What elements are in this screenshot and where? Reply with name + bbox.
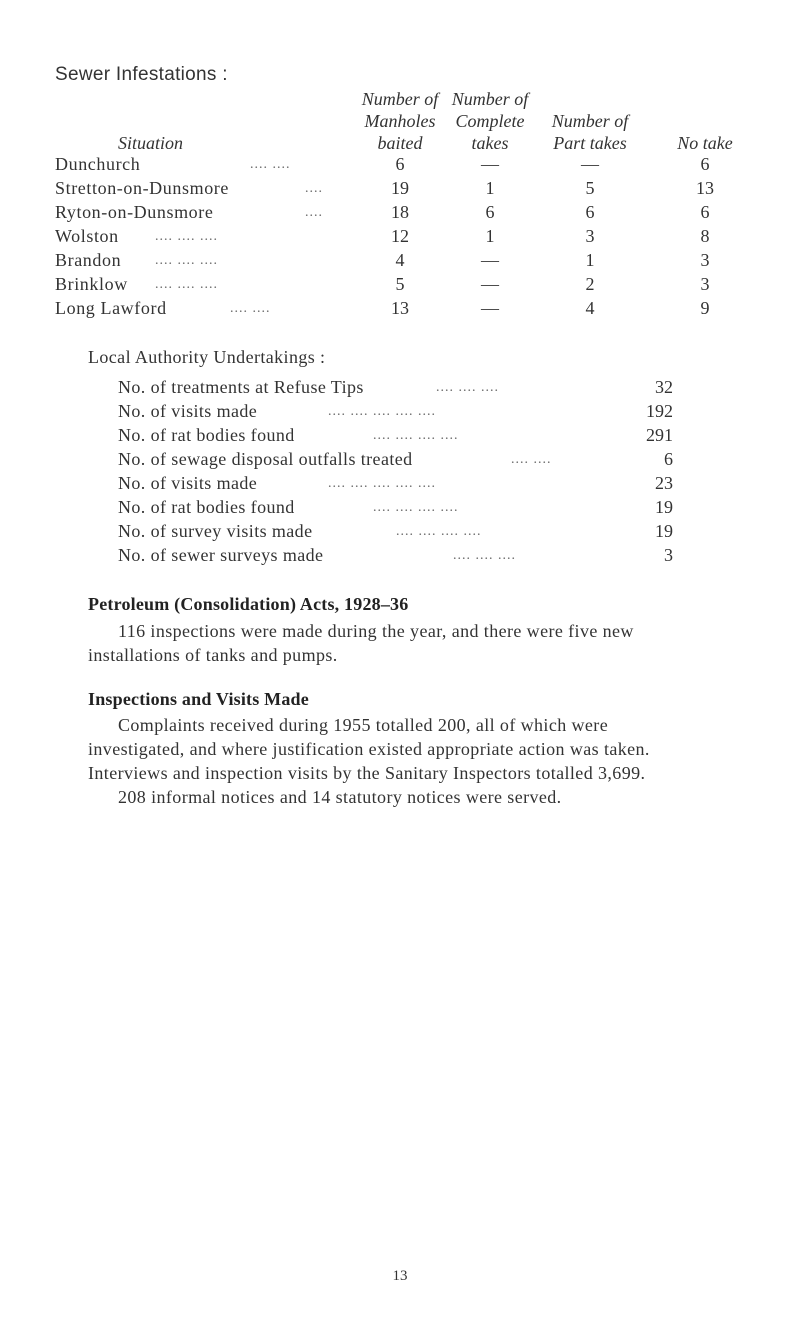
item-label: No. of treatments at Refuse Tips <box>118 377 364 397</box>
leader-dots: .... .... .... <box>453 548 516 563</box>
petroleum-text-line-1: 116 inspections were made during the year, and there were five new <box>118 621 634 641</box>
item-value: 19 <box>655 521 673 541</box>
inspections-text-line-4: 208 informal notices and 14 statutory notices were served. <box>118 787 562 807</box>
no-take-cell: 6 <box>700 202 710 222</box>
manholes-cell: 13 <box>391 298 409 318</box>
table-row <box>55 202 765 226</box>
leader-dots: .... .... <box>230 301 271 316</box>
no-take-cell: 3 <box>700 250 710 270</box>
no-take-cell: 13 <box>696 178 714 198</box>
inspections-text-line-3: Interviews and inspection visits by the Sanitary Inspectors totalled 3,699. <box>88 763 646 783</box>
item-label: No. of sewer surveys made <box>118 545 324 565</box>
item-label: No. of survey visits made <box>118 521 313 541</box>
item-value: 192 <box>646 401 673 421</box>
manholes-cell: 12 <box>391 226 409 246</box>
complete-cell: — <box>481 274 499 294</box>
situation-cell: Stretton-on-Dunsmore <box>55 178 229 198</box>
sewer-infestations-heading: Sewer Infestations : <box>55 64 228 85</box>
situation-cell: Dunchurch <box>55 154 141 174</box>
leader-dots: .... .... .... <box>155 229 218 244</box>
list-item <box>118 497 688 521</box>
table-row <box>55 250 765 274</box>
part-takes-header: Number of Part takes <box>551 111 629 153</box>
list-item <box>118 377 688 401</box>
list-item <box>118 545 688 569</box>
no-take-cell: 6 <box>700 154 710 174</box>
item-value: 3 <box>664 545 673 565</box>
manholes-header: Number of Manholes baited <box>361 89 439 153</box>
item-value: 23 <box>655 473 673 493</box>
item-value: 19 <box>655 497 673 517</box>
inspections-text-line-2: investigated, and where justification existed appropriate action was taken. <box>88 739 650 759</box>
situation-cell: Long Lawford <box>55 298 167 318</box>
inspections-text-line-1: Complaints received during 1955 totalled 200, all of which were <box>118 715 609 735</box>
no-take-cell: 9 <box>700 298 710 318</box>
complete-takes-header: Number of Complete takes <box>451 89 529 153</box>
page-number: 13 <box>392 1268 408 1284</box>
part-cell: 5 <box>585 178 595 198</box>
situation-cell: Brandon <box>55 250 122 270</box>
table-row <box>55 298 765 322</box>
leader-dots: .... .... <box>250 157 291 172</box>
item-label: No. of rat bodies found <box>118 425 295 445</box>
leader-dots: .... .... .... .... <box>373 500 459 515</box>
list-item <box>118 473 688 497</box>
complete-cell: — <box>481 250 499 270</box>
leader-dots: .... .... .... <box>155 253 218 268</box>
list-item <box>118 449 688 473</box>
leader-dots: .... .... .... .... <box>396 524 482 539</box>
item-value: 32 <box>655 377 673 397</box>
inspections-heading: Inspections and Visits Made <box>88 689 309 709</box>
manholes-cell: 4 <box>395 250 405 270</box>
no-take-cell: 8 <box>700 226 710 246</box>
list-item <box>118 401 688 425</box>
situation-cell: Ryton-on-Dunsmore <box>55 202 214 222</box>
situation-cell: Brinklow <box>55 274 128 294</box>
leader-dots: .... .... .... <box>436 380 499 395</box>
petroleum-heading: Petroleum (Consolidation) Acts, 1928–36 <box>88 594 409 614</box>
item-label: No. of visits made <box>118 401 258 421</box>
leader-dots: .... <box>305 205 323 220</box>
no-take-header: No take <box>677 133 733 153</box>
manholes-cell: 5 <box>395 274 405 294</box>
complete-cell: 1 <box>485 178 495 198</box>
list-item <box>118 521 688 545</box>
item-value: 291 <box>646 425 673 445</box>
item-label: No. of visits made <box>118 473 258 493</box>
item-label: No. of rat bodies found <box>118 497 295 517</box>
leader-dots: .... .... .... .... <box>373 428 459 443</box>
table-row <box>55 154 765 178</box>
leader-dots: .... .... .... .... .... <box>328 476 436 491</box>
local-authority-heading: Local Authority Undertakings : <box>88 347 326 367</box>
table-row <box>55 226 765 250</box>
part-cell: 6 <box>585 202 595 222</box>
complete-cell: 6 <box>485 202 495 222</box>
leader-dots: .... .... .... <box>155 277 218 292</box>
part-cell: — <box>581 154 599 174</box>
table-row <box>55 274 765 298</box>
leader-dots: .... .... .... .... .... <box>328 404 436 419</box>
petroleum-text-line-2: installations of tanks and pumps. <box>88 645 338 665</box>
document-page: Sewer Infestations : Situation Number of Manholes baited Number of Complete takes Number of Part takes No take Dunchurch .... .... 6 — — 6 Stretton-on-Dunsmore .... 19 1 5 13 Ryton-on-Dunsmore .... 18 6 6 6 Wolston .... .... .... 12 1 3 8 Brandon .... .... .... 4 — 1 3 Brinklow .... .... .... 5 — 2 3 Long Lawford .... .... 13 — 4 9 Local Authority Undertakings : No. of treatments at Refuse Tips .... .... .... 32 No. of visits made .... .... .... .... .... 192 No. of rat bodies found .... .... .... .... 291 No. of sewage disposal outfalls treated .... .... 6 No. of visits made .... .... .... .... .... 23 No. of rat bodies found .... .... .... .... 19 No. of survey visits made .... .... .... .... 19 No. of sewer surveys made .... .... .... 3 Petroleum (Consolidation) Acts, 1928–36 116 inspections were made during the year, and there were five new installations of tanks and pumps. Inspections and Visits Made Complaints received during 1955 totalled 200, all of which were investigated, and where justification existed appropriate action was taken. Interviews and inspection visits by the Sanitary Inspectors totalled 3,699. 208 informal notices and 14 statutory notices were served. 13 <box>0 0 800 1322</box>
item-label: No. of sewage disposal outfalls treated <box>118 449 413 469</box>
no-take-cell: 3 <box>700 274 710 294</box>
table-row <box>55 178 765 202</box>
list-item <box>118 425 688 449</box>
part-cell: 3 <box>585 226 595 246</box>
part-cell: 2 <box>585 274 595 294</box>
part-cell: 1 <box>585 250 595 270</box>
part-cell: 4 <box>585 298 595 318</box>
manholes-cell: 18 <box>391 202 409 222</box>
situation-cell: Wolston <box>55 226 119 246</box>
item-value: 6 <box>664 449 673 469</box>
complete-cell: 1 <box>485 226 495 246</box>
leader-dots: .... <box>305 181 323 196</box>
manholes-cell: 19 <box>391 178 409 198</box>
manholes-cell: 6 <box>395 154 405 174</box>
complete-cell: — <box>481 298 499 318</box>
leader-dots: .... .... <box>511 452 552 467</box>
complete-cell: — <box>481 154 499 174</box>
